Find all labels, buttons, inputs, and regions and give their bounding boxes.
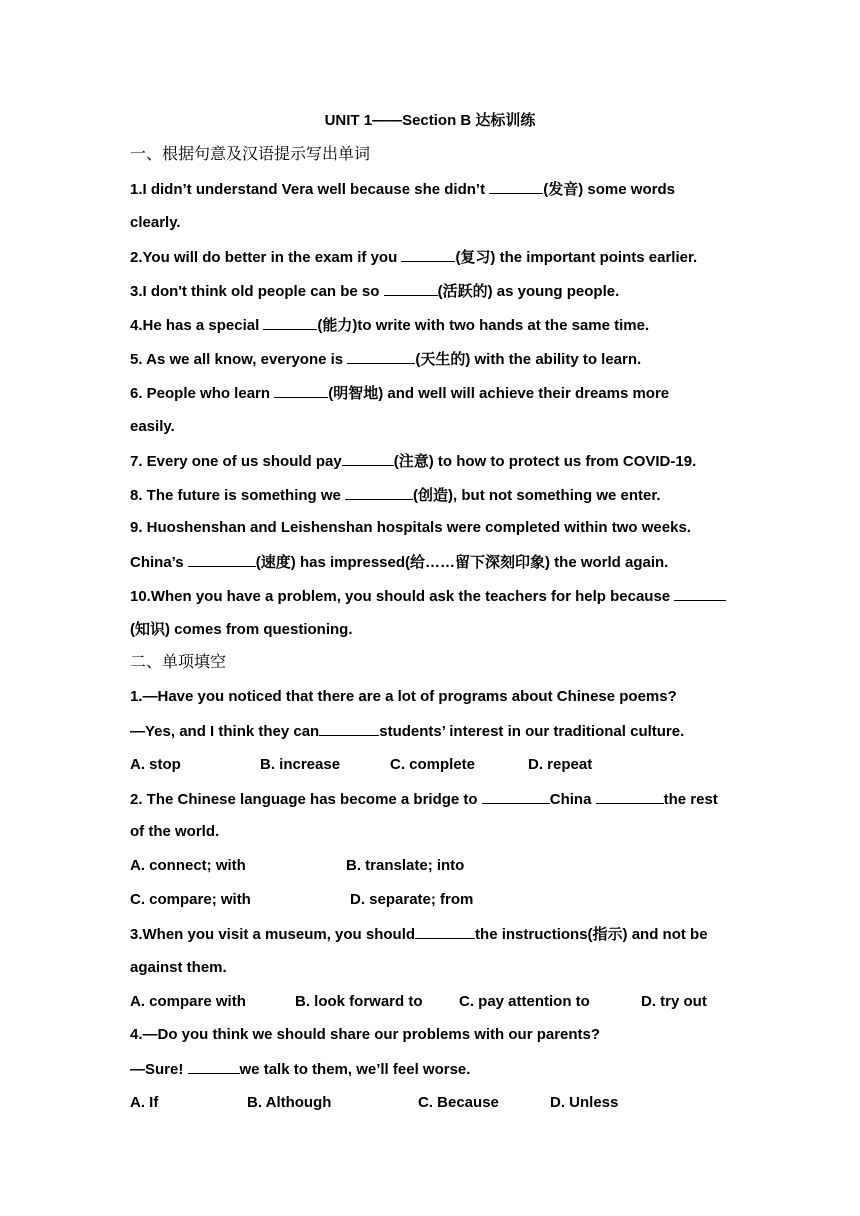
question-1-10-cont: (知识) comes from questioning. [130, 621, 353, 638]
answer-blank[interactable] [274, 383, 328, 398]
question-1-9-cont [130, 552, 740, 573]
option-d[interactable]: D. try out [641, 993, 707, 1010]
question-text: 2. The Chinese language has become a bridge to [130, 791, 482, 808]
answer-blank[interactable] [345, 485, 413, 500]
question-text: 7. Every one of us should pay [130, 453, 342, 470]
question-text: we talk to them, we’ll feel worse. [239, 1061, 471, 1078]
option-b[interactable]: B. look forward to [295, 993, 423, 1010]
question-1-3 [130, 281, 740, 302]
question-1-6 [130, 383, 740, 404]
option-c[interactable]: C. Because [418, 1094, 499, 1111]
answer-blank[interactable] [482, 789, 550, 804]
question-text: China [549, 791, 596, 808]
question-text: the instructions(指示) and not be [475, 926, 708, 943]
question-text: 4.He has a special [130, 317, 264, 334]
question-1-8 [130, 485, 740, 506]
option-b[interactable]: B. translate; into [346, 857, 465, 874]
question-text: (发音) some words [543, 181, 675, 198]
answer-blank[interactable] [489, 179, 543, 194]
option-c[interactable]: C. pay attention to [459, 993, 590, 1010]
answer-blank[interactable] [596, 789, 664, 804]
option-a[interactable]: A. compare with [130, 993, 246, 1010]
question-1-9: 9. Huoshenshan and Leishenshan hospitals were completed within two weeks. [130, 519, 691, 536]
question-text: 10.When you have a problem, you should ask the teachers for help because [130, 588, 675, 605]
question-text: 1.I didn’t understand Vera well because she didn’t [130, 181, 490, 198]
option-d[interactable]: D. Unless [550, 1094, 619, 1111]
question-text: students’ interest in our traditional culture. [379, 723, 685, 740]
question-text: 3.I don't think old people can be so [130, 283, 384, 300]
question-text: (注意) to how to protect us from COVID-19. [393, 453, 697, 470]
question-1-6-cont: easily. [130, 418, 175, 435]
option-a[interactable]: A. If [130, 1094, 159, 1111]
question-text: the rest [663, 791, 718, 808]
question-text: —Sure! [130, 1061, 188, 1078]
option-b[interactable]: B. Although [247, 1094, 332, 1111]
answer-blank[interactable] [263, 315, 317, 330]
option-c[interactable]: C. compare; with [130, 891, 251, 908]
question-2-2 [130, 789, 740, 810]
answer-blank[interactable] [347, 349, 415, 364]
answer-blank[interactable] [342, 451, 394, 466]
option-b[interactable]: B. increase [260, 756, 341, 773]
answer-blank[interactable] [188, 552, 256, 567]
question-1-10 [130, 586, 740, 607]
question-text: (速度) has impressed(给……留下深刻印象) the world again. [255, 554, 669, 571]
answer-blank[interactable] [401, 247, 455, 262]
question-2-4: 4.—Do you think we should share our problems with our parents? [130, 1026, 601, 1043]
question-2-4-cont [130, 1059, 740, 1080]
question-2-2-cont: of the world. [130, 823, 220, 840]
question-1-2 [130, 247, 740, 268]
question-text: 6. People who learn [130, 385, 275, 402]
section-heading-1: 一、根据句意及汉语提示写出单词 [130, 146, 371, 163]
answer-blank[interactable] [674, 586, 726, 601]
question-1-1-cont: clearly. [130, 214, 181, 231]
answer-blank[interactable] [415, 924, 475, 939]
question-text: 3.When you visit a museum, you should [130, 926, 416, 943]
question-text: 8. The future is something we [130, 487, 346, 504]
answer-blank[interactable] [188, 1059, 240, 1074]
question-text: (天生的) with the ability to learn. [415, 351, 642, 368]
question-1-7 [130, 451, 740, 472]
answer-blank[interactable] [319, 721, 379, 736]
option-a[interactable]: A. stop [130, 756, 181, 773]
option-d[interactable]: D. repeat [528, 756, 593, 773]
question-2-1-cont [130, 721, 740, 742]
question-1-5 [130, 349, 740, 370]
question-text: (复习) the important points earlier. [455, 249, 698, 266]
question-text: 2.You will do better in the exam if you [130, 249, 402, 266]
section-heading-2: 二、单项填空 [130, 654, 227, 671]
question-text: (创造), but not something we enter. [413, 487, 661, 504]
question-text: (能力)to write with two hands at the same time. [317, 317, 650, 334]
question-2-3 [130, 924, 740, 945]
question-1-4 [130, 315, 740, 336]
question-text: China’s [130, 554, 188, 571]
question-text: 5. As we all know, everyone is [130, 351, 348, 368]
page-title: UNIT 1——Section B 达标训练 [324, 112, 536, 129]
question-1-1 [130, 179, 740, 200]
option-a[interactable]: A. connect; with [130, 857, 246, 874]
answer-blank[interactable] [384, 281, 438, 296]
option-d[interactable]: D. separate; from [350, 891, 474, 908]
option-c[interactable]: C. complete [390, 756, 476, 773]
question-2-1: 1.—Have you noticed that there are a lot of programs about Chinese poems? [130, 688, 677, 705]
question-text: (明智地) and well will achieve their dreams more [328, 385, 670, 402]
question-2-3-cont: against them. [130, 959, 227, 976]
question-text: (活跃的) as young people. [437, 283, 620, 300]
question-text: —Yes, and I think they can [130, 723, 320, 740]
